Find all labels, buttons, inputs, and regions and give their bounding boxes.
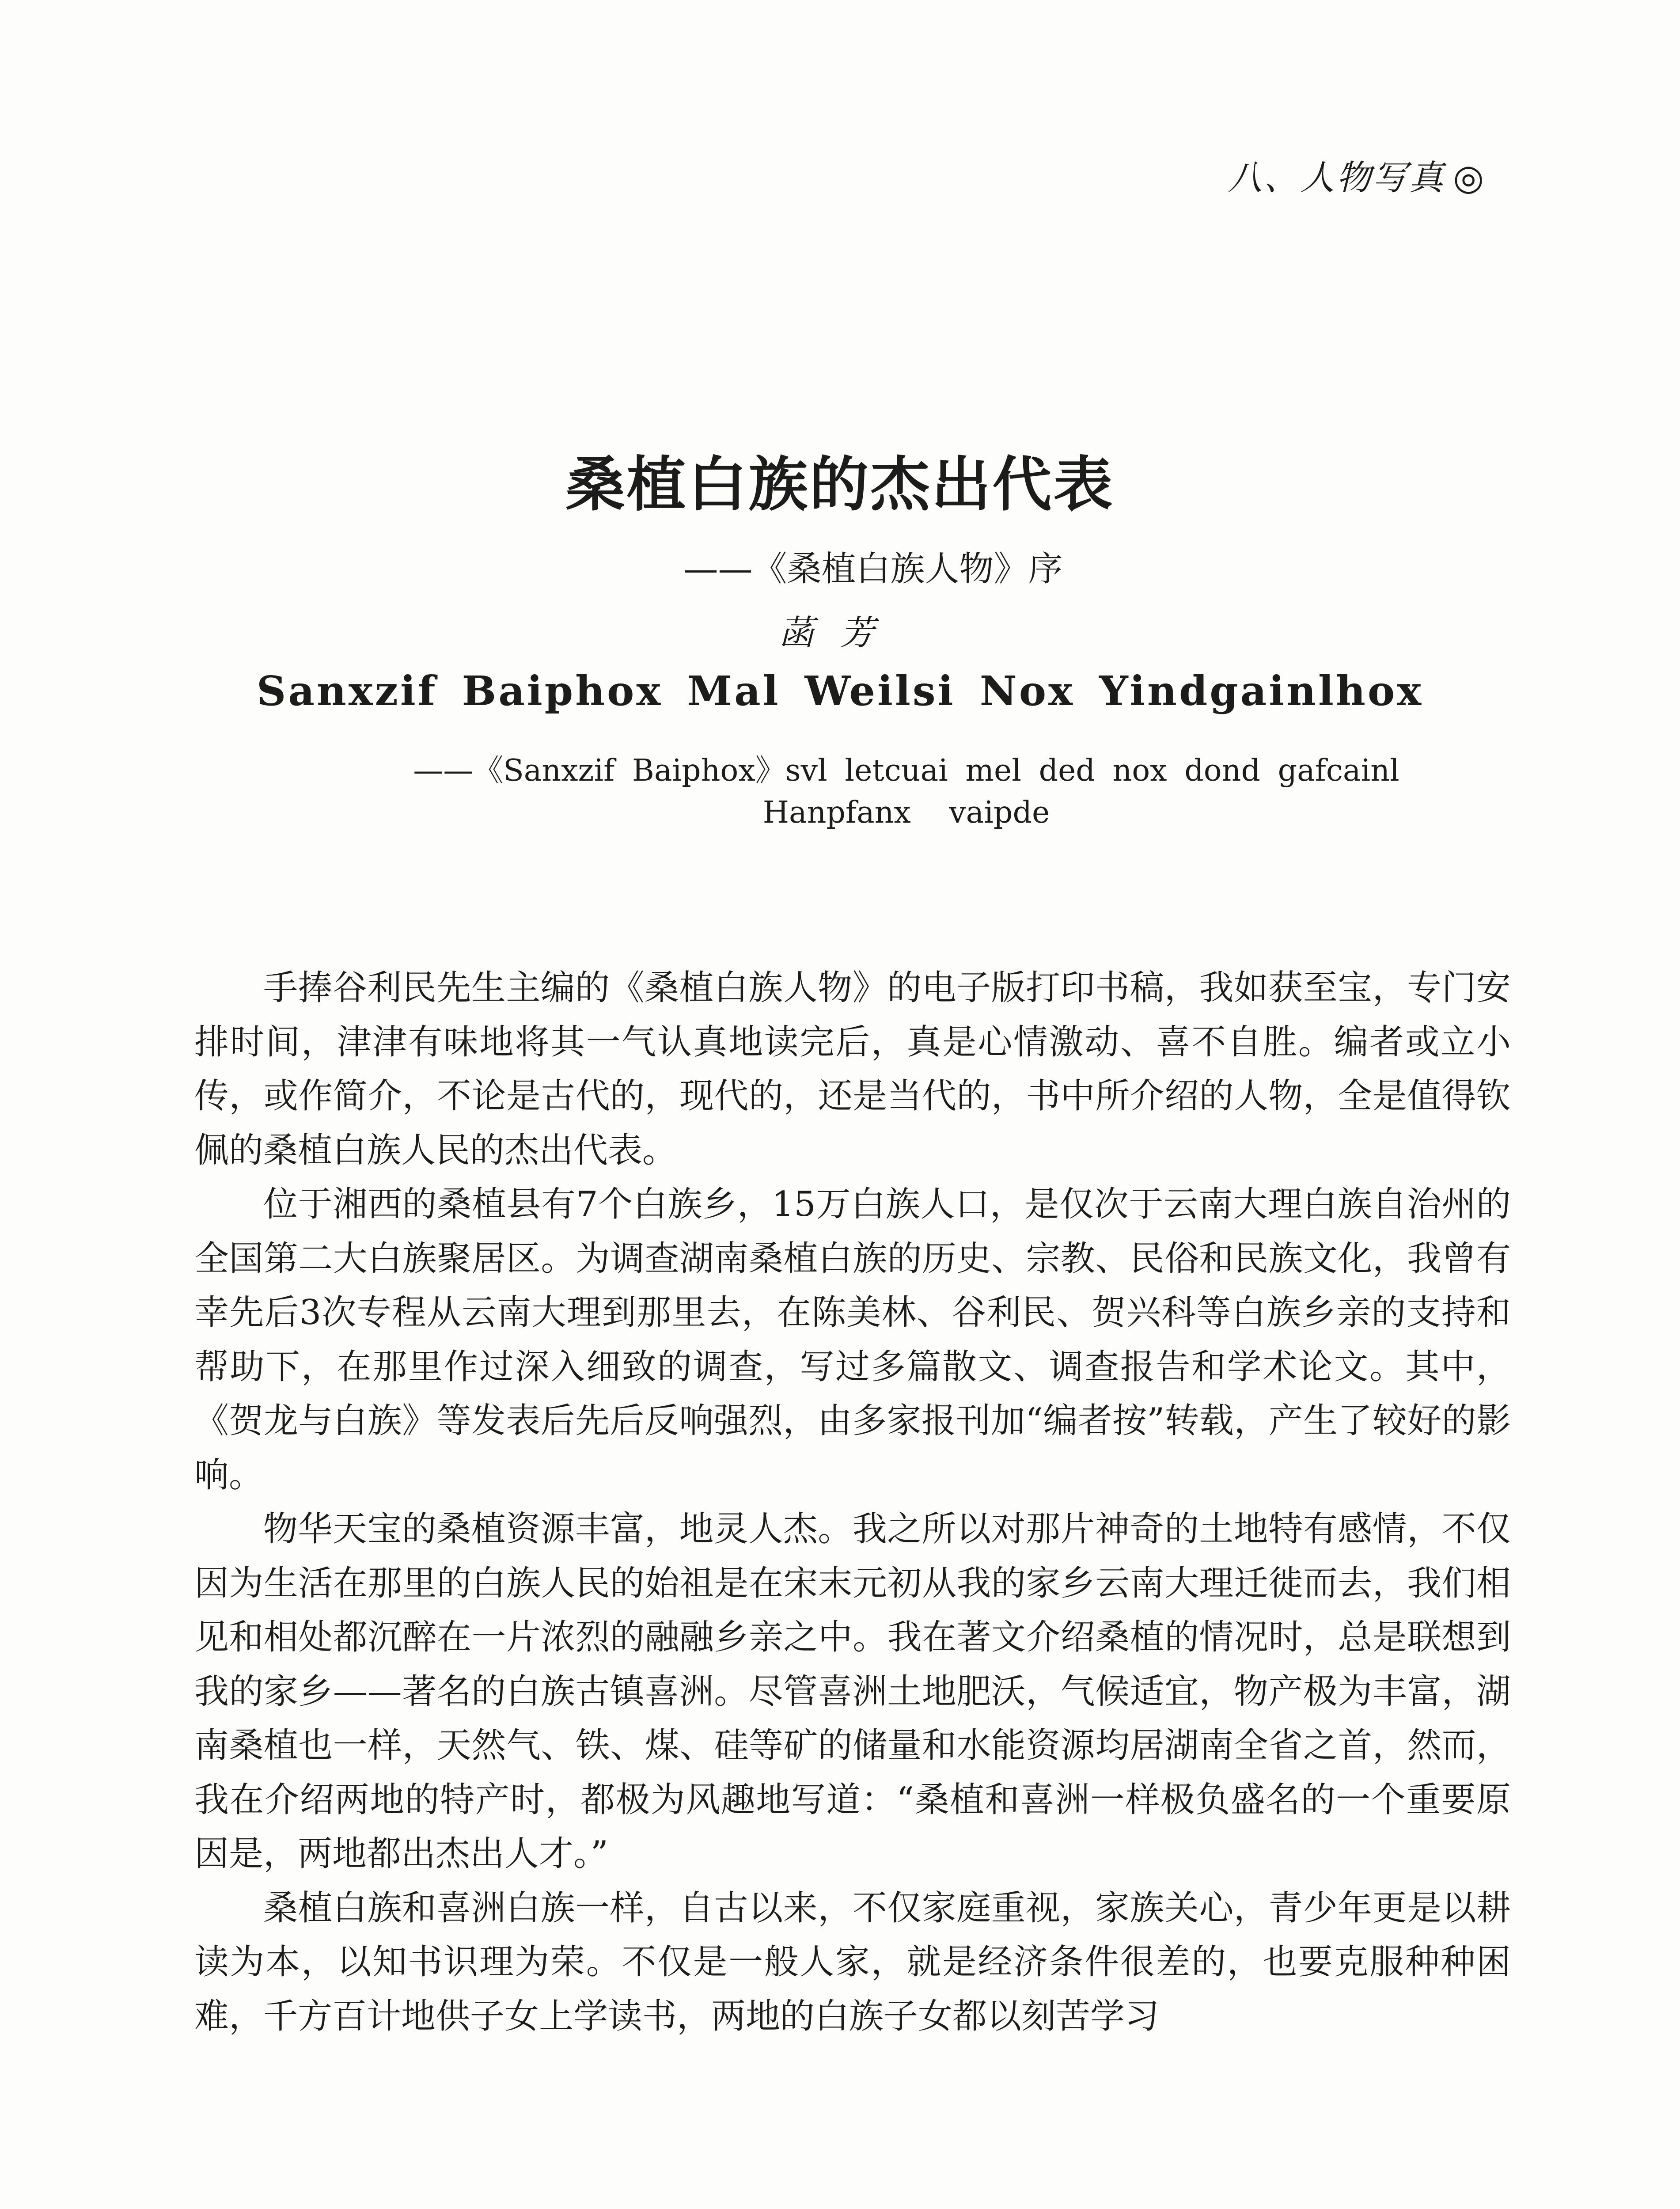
- body-paragraph: 物华天宝的桑植资源丰富，地灵人杰。我之所以对那片神奇的土地特有感情，不仅因为生活在那里的白族人民的始祖是在宋末元初从我的家乡云南大理迁徙而去，我们相见和相处都沉醉在一片浓烈的融融乡亲之中。我在著文介绍桑植的情况时，总是联想到我的家乡——著名的白族古镇喜洲。尽管喜洲土地肥沃，气候适宜，物产极为丰富，湖南桑植也一样，天然气、铁、煤、硅等矿的储量和水能资源均居湖南全省之首，然而，我在介绍两地的特产时，都极为风趣地写道：“桑植和喜洲一样极负盛名的一个重要原因是，两地都出杰出人才。”: [194, 1509, 1511, 1874]
- double-circle-icon: ◎: [1453, 157, 1486, 198]
- article-title: 桑植白族的杰出代表: [565, 449, 1115, 519]
- body-paragraph: 位于湘西的桑植县有7个白族乡，15万白族人口，是仅次于云南大理白族自治州的全国第二大白族聚居区。为调查湖南桑植白族的历史、宗教、民俗和民族文化，我曾有幸先后3次专程从云南大理到那里去，在陈美林、谷利民、贺兴科等白族乡亲的支持和帮助下，在那里作过深入细致的调查，写过多篇散文、调查报告和学术论文。其中，《贺龙与白族》等发表后先后反响强烈，由多家报刊加“编者按”转载，产生了较好的影响。: [194, 1184, 1511, 1495]
- article-author: 菡芳: [779, 613, 901, 653]
- article-subtitle: ——《桑植白族人物》序: [683, 549, 1063, 589]
- body-paragraph: 手捧谷利民先生主编的《桑植白族人物》的电子版打印书稿，我如获至宝，专门安排时间，津津有味地将其一气认真地读完后，真是心情激动、喜不自胜。编者或立小传，或作简介，不论是古代的，现代的，还是当代的，书中所介绍的人物，全是值得钦佩的桑植白族人民的杰出代表。: [194, 968, 1511, 1170]
- running-header-section: 八、人物写真: [1228, 158, 1445, 198]
- article-body: [194, 961, 1511, 2043]
- article-subtitle-en: ——《Sanxzif Baiphox》svl letcuai mel ded nox dond gafcainl: [413, 753, 1399, 788]
- article-author-en: Hanpfanx vaipde: [762, 795, 1050, 830]
- article-title-en: Sanxzif Baiphox Mal Weilsi Nox Yindgainlhox: [256, 667, 1424, 715]
- body-paragraph: 桑植白族和喜洲白族一样，自古以来，不仅家庭重视，家族关心，青少年更是以耕读为本，以知书识理为荣。不仅是一般人家，就是经济条件很差的，也要克服种种困难，千方百计地供子女上学读书，两地的白族子女都以刻苦学习: [194, 1888, 1511, 2036]
- running-header: [1228, 150, 1486, 200]
